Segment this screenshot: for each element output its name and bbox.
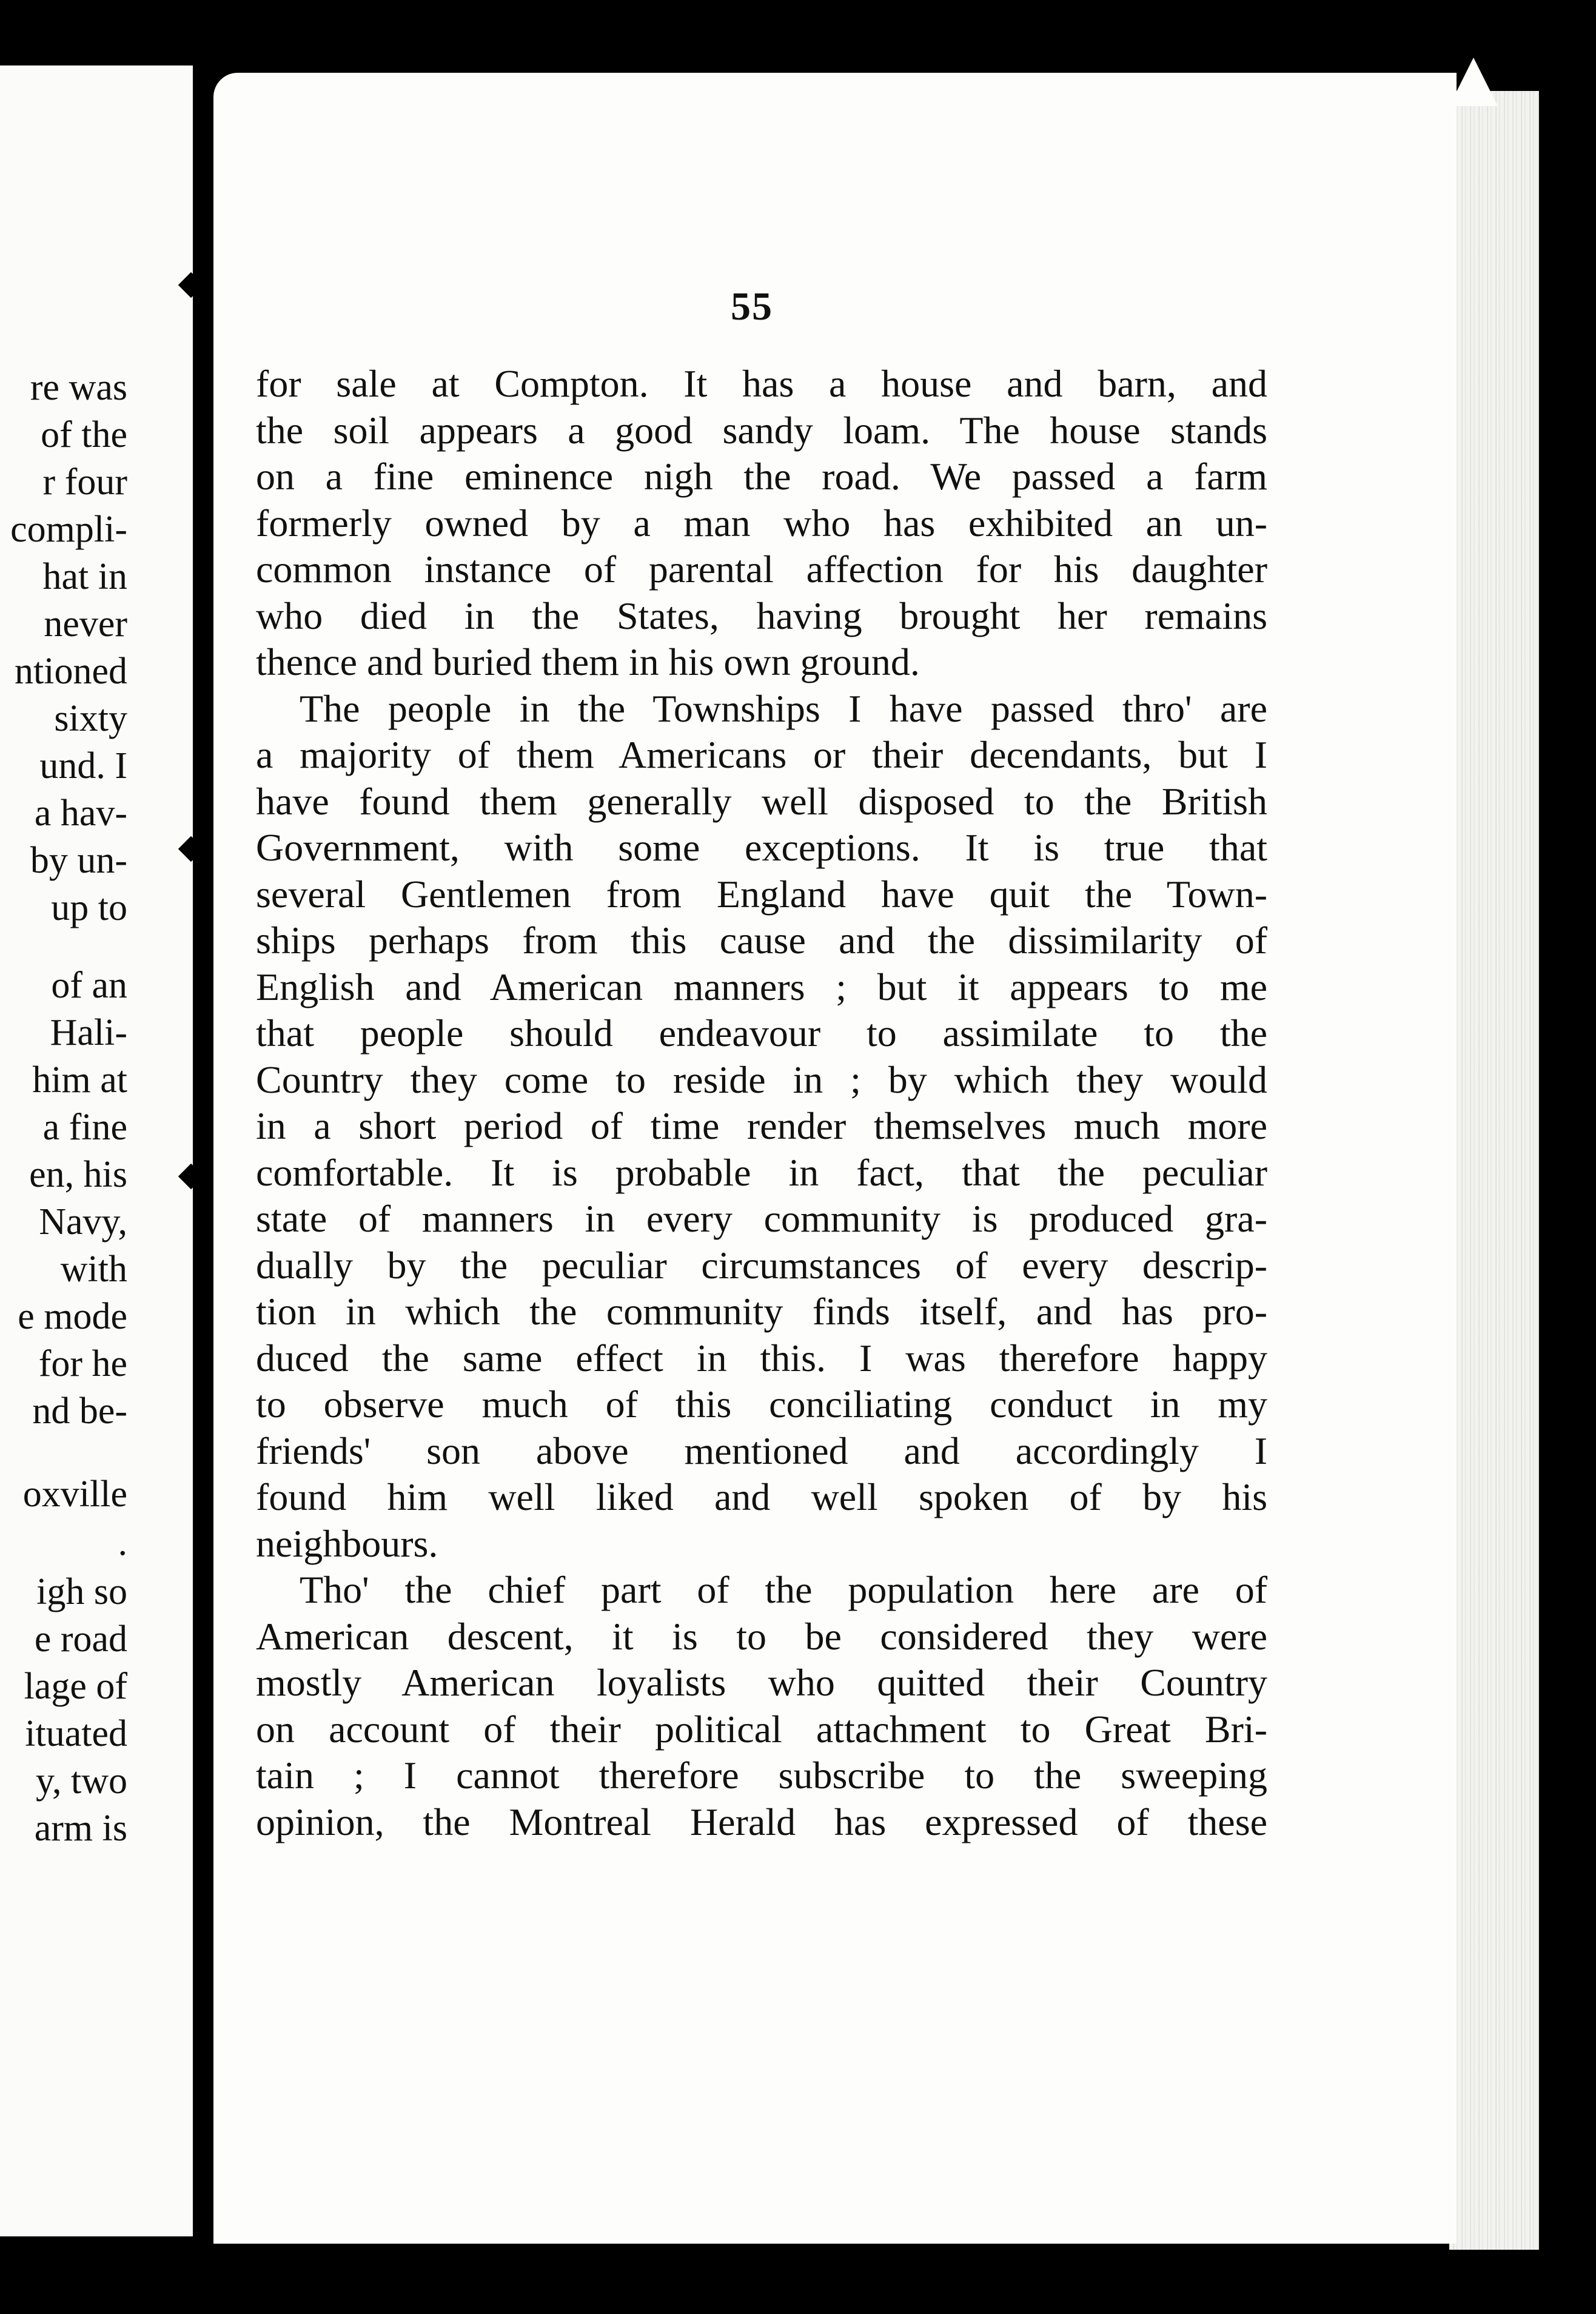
text-line: dually by the peculiar circumstances of every descrip-	[256, 1243, 1267, 1287]
left-page-line: .	[118, 1522, 127, 1563]
left-page-line: e mode	[18, 1296, 127, 1337]
body-text	[256, 361, 1267, 1845]
left-page-line: him at	[32, 1059, 127, 1101]
text-line: Government, with some exceptions. It is true that	[256, 826, 1267, 869]
text-line: on account of their political attachment to Great Bri-	[256, 1707, 1267, 1751]
page-corner-tab	[1449, 58, 1498, 106]
left-page-line: compli-	[10, 509, 127, 550]
left-page-line: Navy,	[39, 1201, 127, 1243]
left-page-line: e road	[34, 1618, 127, 1660]
left-page-line: up to	[51, 887, 127, 928]
left-page-line: a fine	[42, 1107, 127, 1148]
text-line: state of manners in every community is produced gra-	[256, 1197, 1267, 1240]
left-page-line: igh so	[36, 1571, 127, 1612]
left-page-line: oxville	[22, 1474, 127, 1515]
text-line: common instance of parental affection for his daughter	[256, 548, 1267, 591]
left-page-line: y, two	[36, 1760, 127, 1802]
text-line: have found them generally well disposed to the British	[256, 779, 1267, 823]
paragraph-first-line: The people in the Townships I have passed thro' are	[300, 686, 1267, 730]
text-line: thence and buried them in his own ground.	[256, 640, 920, 683]
left-page-line: a hav-	[34, 793, 127, 834]
text-line: American descent, it is to be considered they were	[256, 1614, 1267, 1658]
text-line: tion in which the community finds itself, and has pro-	[256, 1290, 1267, 1333]
text-line: Country they come to reside in ; by which they would	[256, 1058, 1267, 1101]
text-line: tain ; I cannot therefore subscribe to the sweeping	[256, 1754, 1267, 1797]
page-number: 55	[731, 284, 773, 329]
left-page-line: of the	[41, 414, 127, 455]
text-line: formerly owned by a man who has exhibited an un-	[256, 501, 1267, 545]
text-line: the soil appears a good sandy loam. The house stands	[256, 408, 1267, 452]
text-line: opinion, the Montreal Herald has expressed of these	[256, 1800, 1267, 1843]
text-line: ships perhaps from this cause and the dissimilarity of	[256, 919, 1267, 962]
text-line: a majority of them Americans or their decendants, but I	[256, 733, 1267, 776]
left-page-line: never	[44, 603, 127, 645]
left-page-line: r four	[42, 461, 127, 503]
left-page-line: re was	[30, 367, 127, 408]
left-page-line: by un-	[30, 840, 127, 881]
text-line: in a short period of time render themselves much more	[256, 1104, 1267, 1147]
text-line: several Gentlemen from England have quit the Town-	[256, 872, 1267, 916]
text-line: friends' son above mentioned and accordingly I	[256, 1429, 1267, 1472]
page-edges	[1449, 91, 1539, 2250]
text-line: that people should endeavour to assimilate to the	[256, 1011, 1267, 1055]
left-page-line: of an	[51, 965, 127, 1006]
left-page-line: en, his	[29, 1154, 127, 1195]
text-line: found him well liked and well spoken of by his	[256, 1475, 1267, 1518]
text-line: duced the same effect in this. I was therefore happy	[256, 1336, 1267, 1380]
text-line: for sale at Compton. It has a house and barn, and	[256, 362, 1267, 405]
left-page-line: sixty	[54, 698, 127, 739]
paragraph-first-line: Tho' the chief part of the population here are of	[300, 1568, 1267, 1611]
left-page-line: hat in	[42, 556, 127, 597]
left-page-line: Hali-	[50, 1012, 127, 1053]
left-facing-page	[0, 65, 193, 2236]
text-line: neighbours.	[256, 1521, 438, 1565]
left-page-line: nd be-	[32, 1390, 127, 1432]
text-line: English and American manners ; but it appears to me	[256, 965, 1267, 1008]
left-page-line: und. I	[39, 745, 127, 786]
text-line: comfortable. It is probable in fact, that the peculiar	[256, 1150, 1267, 1194]
text-line: who died in the States, having brought her remains	[256, 594, 1267, 637]
text-line: on a fine eminence nigh the road. We passed a farm	[256, 455, 1267, 498]
text-line: to observe much of this conciliating conduct in my	[256, 1383, 1267, 1426]
left-page-line: ntioned	[15, 651, 127, 692]
left-page-line: for he	[38, 1343, 127, 1384]
left-page-line: arm is	[34, 1808, 127, 1849]
text-line: mostly American loyalists who quitted their Country	[256, 1661, 1267, 1704]
left-page-line: with	[60, 1249, 127, 1290]
left-page-line: ituated	[25, 1713, 127, 1754]
left-page-line: lage of	[24, 1666, 127, 1707]
